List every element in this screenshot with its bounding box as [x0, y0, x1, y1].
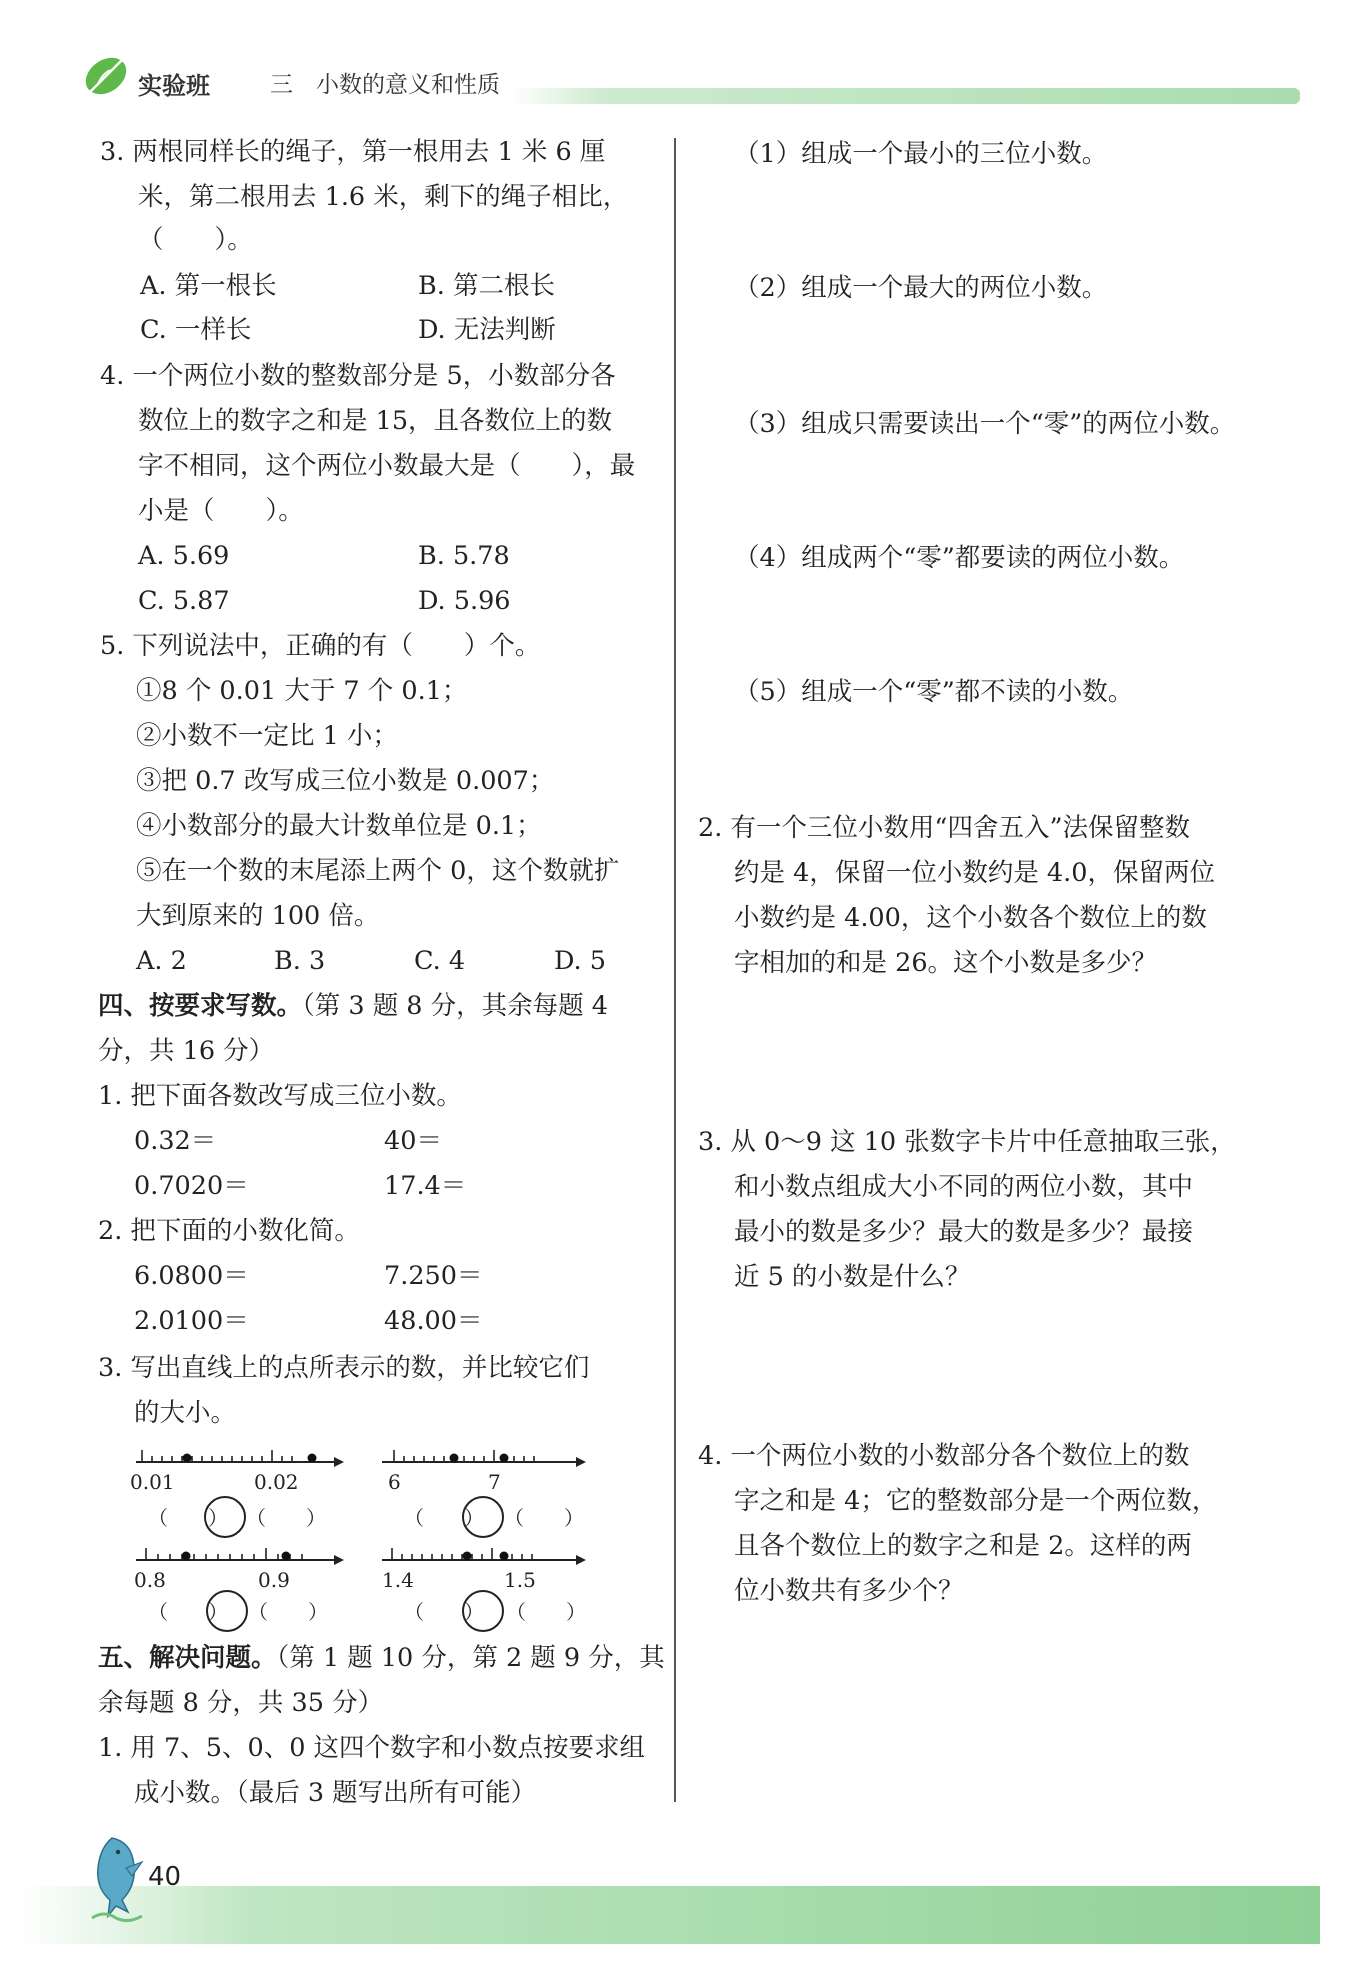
q4-line3: 字不相同，这个两位小数最大是（ ），最	[138, 451, 636, 481]
s4-q1-c: 0.7020＝	[134, 1171, 249, 1201]
dolphin-icon	[82, 1832, 152, 1924]
number-line-3-compare-circle	[206, 1590, 248, 1632]
s5-q1-line2: 成小数。（最后 3 题写出所有可能）	[134, 1778, 537, 1808]
q3-option-c: C. 一样长	[140, 315, 252, 345]
section-5-title: 五、解决问题。	[98, 1643, 277, 1673]
number-line-1-start: 0.01	[130, 1470, 175, 1494]
footer-band	[20, 1886, 1320, 1944]
s4-q1: 1. 把下面各数改写成三位小数。	[98, 1081, 462, 1111]
q4-line4: 小是（ ）。	[138, 496, 304, 526]
number-line-3-start: 0.8	[134, 1568, 166, 1592]
s4-q2-d: 48.00＝	[384, 1306, 483, 1336]
section-5-note: （第 1 题 10 分，第 2 题 9 分，其	[276, 1643, 665, 1673]
s5-q3-line4: 近 5 的小数是什么？	[734, 1262, 971, 1292]
number-line-2-compare-circle	[462, 1496, 504, 1538]
header-band	[510, 88, 1300, 104]
q5-line1: 5. 下列说法中，正确的有（ ）个。	[100, 631, 541, 661]
number-line-4	[380, 1544, 590, 1624]
chapter-title: 三 小数的意义和性质	[270, 72, 500, 98]
s5-q1-part4: （4）组成两个“零”都要读的两位小数。	[734, 543, 1185, 573]
s4-q1-a: 0.32＝	[134, 1126, 217, 1156]
q5-statement-2: ②小数不一定比 1 小；	[136, 721, 398, 751]
q5-statement-4: ④小数部分的最大计数单位是 0.1；	[136, 811, 542, 841]
number-line-4-end: 1.5	[504, 1568, 536, 1592]
s4-q2-c: 2.0100＝	[134, 1306, 249, 1336]
q4-option-d: D. 5.96	[418, 586, 511, 616]
s5-q2-line4: 字相加的和是 26。这个小数是多少？	[734, 948, 1158, 978]
s4-q2-a: 6.0800＝	[134, 1261, 249, 1291]
number-line-2-graphic	[380, 1446, 590, 1476]
s4-q3-line2: 的大小。	[134, 1398, 237, 1428]
number-line-4-start: 1.4	[382, 1568, 414, 1592]
number-line-4-answer-right: （ ）	[506, 1600, 586, 1624]
column-divider	[674, 138, 676, 1802]
q5-statement-1: ①8 个 0.01 大于 7 个 0.1；	[136, 676, 468, 706]
s5-q2-line1: 2. 有一个三位小数用“四舍五入”法保留整数	[698, 813, 1191, 843]
section-4-heading	[98, 984, 608, 1029]
q5-option-d: D. 5	[554, 946, 606, 976]
s4-q2: 2. 把下面的小数化简。	[98, 1216, 360, 1246]
section-4-note: （第 3 题 8 分，其余每题 4	[302, 991, 608, 1021]
s5-q4-line1: 4. 一个两位小数的小数部分各个数位上的数	[698, 1441, 1190, 1471]
q5-option-b: B. 3	[274, 946, 326, 976]
s4-q3-line1: 3. 写出直线上的点所表示的数，并比较它们	[98, 1353, 590, 1383]
q5-statement-5a: ⑤在一个数的末尾添上两个 0，这个数就扩	[136, 856, 620, 886]
number-line-3-answer-left: （ ）	[148, 1600, 228, 1624]
number-line-2-start: 6	[388, 1470, 401, 1494]
leaf-logo-icon	[80, 48, 132, 100]
number-line-3-end: 0.9	[258, 1568, 290, 1592]
number-line-1-compare-circle	[204, 1496, 246, 1538]
section-5-heading	[98, 1636, 665, 1681]
s5-q1-line1: 1. 用 7、5、0、0 这四个数字和小数点按要求组	[98, 1733, 646, 1763]
section-4-title: 四、按要求写数。	[98, 991, 303, 1021]
brand-title: 实验班	[138, 72, 210, 100]
number-line-2-answer-left: （ ）	[404, 1506, 484, 1530]
s5-q3-line3: 最小的数是多少？最大的数是多少？最接	[734, 1217, 1194, 1247]
s5-q3-line2: 和小数点组成大小不同的两位小数，其中	[734, 1172, 1194, 1202]
q4-option-b: B. 5.78	[418, 541, 510, 571]
q3-line2: 米，第二根用去 1.6 米，剩下的绳子相比，	[138, 182, 629, 212]
s4-q1-d: 17.4＝	[384, 1171, 467, 1201]
q4-option-c: C. 5.87	[138, 586, 230, 616]
number-line-3	[134, 1544, 344, 1624]
number-line-4-answer-left: （ ）	[404, 1600, 484, 1624]
s5-q1-part1: （1）组成一个最小的三位小数。	[734, 139, 1108, 169]
page-header	[80, 48, 1300, 118]
s5-q4-line4: 位小数共有多少个？	[734, 1576, 964, 1606]
s5-q2-line3: 小数约是 4.00，这个小数各个数位上的数	[734, 903, 1207, 933]
s5-q4-line3: 且各个数位上的数字之和是 2。这样的两	[734, 1531, 1192, 1561]
q3-line1: 3. 两根同样长的绳子，第一根用去 1 米 6 厘	[100, 137, 606, 167]
s5-q1-part3: （3）组成只需要读出一个“零”的两位小数。	[734, 409, 1236, 439]
q3-option-a: A. 第一根长	[140, 271, 277, 301]
section-4-note-cont: 分，共 16 分）	[98, 1036, 275, 1066]
section-5-note-cont: 余每题 8 分，共 35 分）	[98, 1688, 384, 1718]
s5-q4-line2: 字之和是 4；它的整数部分是一个两位数，	[734, 1486, 1218, 1516]
q5-option-a: A. 2	[136, 946, 187, 976]
q5-statement-5b: 大到原来的 100 倍。	[136, 901, 380, 931]
number-line-4-compare-circle	[462, 1590, 504, 1632]
number-line-2-end: 7	[488, 1470, 501, 1494]
q5-statement-3: ③把 0.7 改写成三位小数是 0.007；	[136, 766, 555, 796]
number-line-3-answer-right: （ ）	[248, 1600, 328, 1624]
number-line-1-answer-right: （ ）	[246, 1506, 326, 1530]
s4-q2-b: 7.250＝	[384, 1261, 483, 1291]
number-line-1	[130, 1446, 344, 1530]
q4-line1: 4. 一个两位小数的整数部分是 5，小数部分各	[100, 361, 616, 391]
number-line-2-answer-right: （ ）	[504, 1506, 584, 1530]
number-line-2	[380, 1446, 590, 1530]
q3-option-d: D. 无法判断	[418, 315, 556, 345]
s4-q1-b: 40＝	[384, 1126, 442, 1156]
q4-option-a: A. 5.69	[138, 541, 230, 571]
s5-q3-line1: 3. 从 0～9 这 10 张数字卡片中任意抽取三张，	[698, 1127, 1236, 1157]
s5-q1-part2: （2）组成一个最大的两位小数。	[734, 273, 1108, 303]
page-number: 40	[148, 1862, 182, 1892]
number-line-1-end: 0.02	[254, 1470, 299, 1494]
q4-line2: 数位上的数字之和是 15，且各数位上的数	[138, 406, 613, 436]
s5-q1-part5: （5）组成一个“零”都不读的小数。	[734, 677, 1134, 707]
q5-option-c: C. 4	[414, 946, 466, 976]
number-line-1-answer-left: （ ）	[148, 1506, 228, 1530]
q3-line3: （ ）。	[138, 225, 253, 255]
s5-q2-line2: 约是 4，保留一位小数约是 4.0，保留两位	[734, 858, 1215, 888]
q3-option-b: B. 第二根长	[418, 271, 555, 301]
